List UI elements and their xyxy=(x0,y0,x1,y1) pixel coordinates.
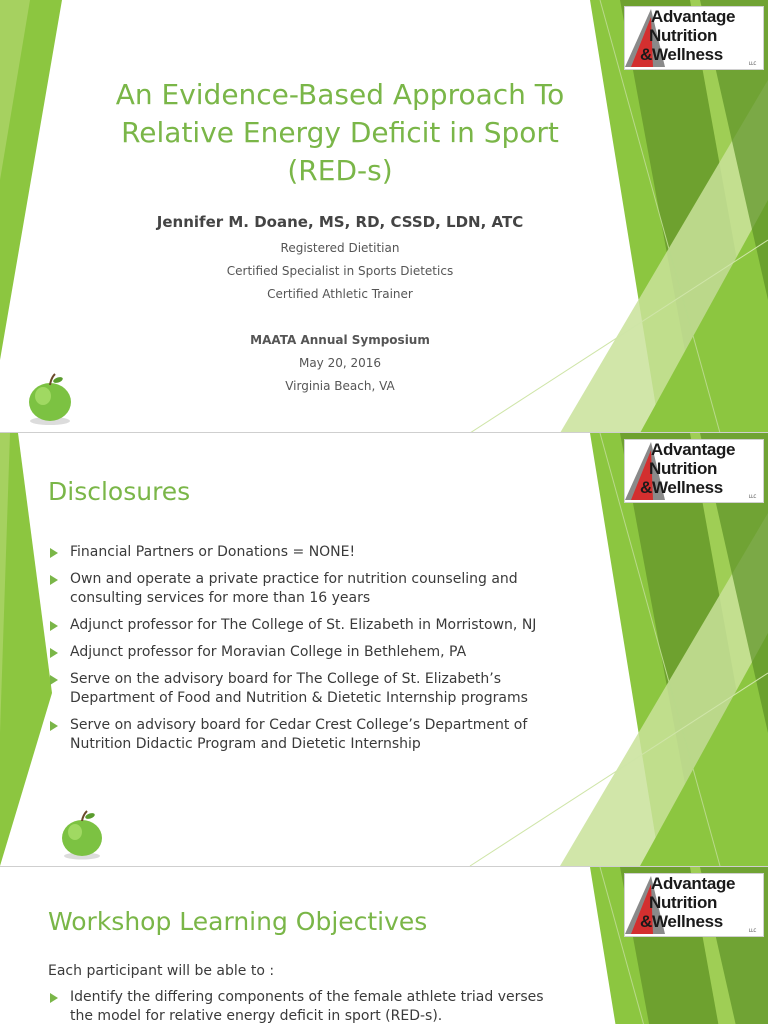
list-item xyxy=(48,716,568,754)
logo-word-3: &Wellness xyxy=(640,478,723,497)
list-item xyxy=(48,543,568,562)
slide-heading: Disclosures xyxy=(48,477,191,506)
logo-suffix: LLC xyxy=(749,61,757,66)
bullet-text: Identify the differing components of the female athlete triad verses the model for relative energy deficit in sport (RED-s). xyxy=(70,989,544,1024)
logo-word-2: Nutrition xyxy=(649,26,718,45)
author-name: Jennifer M. Doane, MS, RD, CSSD, LDN, ATC xyxy=(156,213,524,231)
event-name: MAATA Annual Symposium xyxy=(250,333,430,347)
bullet-arrow-icon xyxy=(50,675,58,685)
logo-word-2: Nutrition xyxy=(649,459,718,478)
apple-icon xyxy=(24,372,76,426)
slide-title xyxy=(0,0,768,432)
list-item xyxy=(48,570,568,608)
list-item xyxy=(48,988,568,1024)
slide-title-text xyxy=(80,76,600,190)
company-logo xyxy=(624,873,764,937)
logo-word-1: Advantage xyxy=(651,440,736,459)
bullet-arrow-icon xyxy=(50,721,58,731)
logo-suffix: LLC xyxy=(749,494,757,499)
logo-word-3: &Wellness xyxy=(640,912,723,931)
bullet-text: Serve on advisory board for Cedar Crest College’s Department of Nutrition Didactic Program and Dietetic Internship xyxy=(70,717,528,752)
company-logo xyxy=(624,6,764,70)
credential-2: Certified Specialist in Sports Dietetics xyxy=(226,264,454,278)
title-line-3: (RED-s) xyxy=(287,154,393,187)
apple-icon xyxy=(58,809,106,861)
bullet-text: Financial Partners or Donations = NONE! xyxy=(70,544,356,560)
list-item xyxy=(48,643,568,662)
slide-disclosures xyxy=(0,433,768,866)
list-item xyxy=(48,616,568,635)
event-date: May 20, 2016 xyxy=(298,356,382,370)
bullet-text: Adjunct professor for The College of St. Elizabeth in Morristown, NJ xyxy=(70,617,537,633)
list-item xyxy=(48,670,568,708)
bullet-arrow-icon xyxy=(50,993,58,1003)
intro-text: Each participant will be able to : xyxy=(48,963,275,979)
bullet-arrow-icon xyxy=(50,648,58,658)
bullet-arrow-icon xyxy=(50,621,58,631)
title-line-2: Relative Energy Deficit in Sport xyxy=(121,116,559,149)
bullet-arrow-icon xyxy=(50,548,58,558)
bullet-text: Own and operate a private practice for nutrition counseling and consulting services for more than 16 years xyxy=(70,571,518,606)
credential-3: Certified Athletic Trainer xyxy=(267,287,413,301)
company-logo xyxy=(624,439,764,503)
event-location: Virginia Beach, VA xyxy=(285,379,395,393)
logo-word-3: &Wellness xyxy=(640,45,723,64)
credential-1: Registered Dietitian xyxy=(280,241,400,255)
logo-suffix: LLC xyxy=(749,928,757,933)
bullet-list xyxy=(48,543,568,762)
logo-word-1: Advantage xyxy=(651,874,736,893)
slide-objectives xyxy=(0,867,768,1024)
logo-word-2: Nutrition xyxy=(649,893,718,912)
bullet-text: Serve on the advisory board for The College of St. Elizabeth’s Department of Food and Nutrition & Dietetic Internship programs xyxy=(70,671,528,706)
bullet-arrow-icon xyxy=(50,575,58,585)
title-line-1: An Evidence-Based Approach To xyxy=(115,78,565,111)
bullet-text: Adjunct professor for Moravian College in Bethlehem, PA xyxy=(70,644,467,660)
bullet-list xyxy=(48,988,568,1024)
slide-heading: Workshop Learning Objectives xyxy=(48,907,428,936)
logo-word-1: Advantage xyxy=(651,7,736,26)
